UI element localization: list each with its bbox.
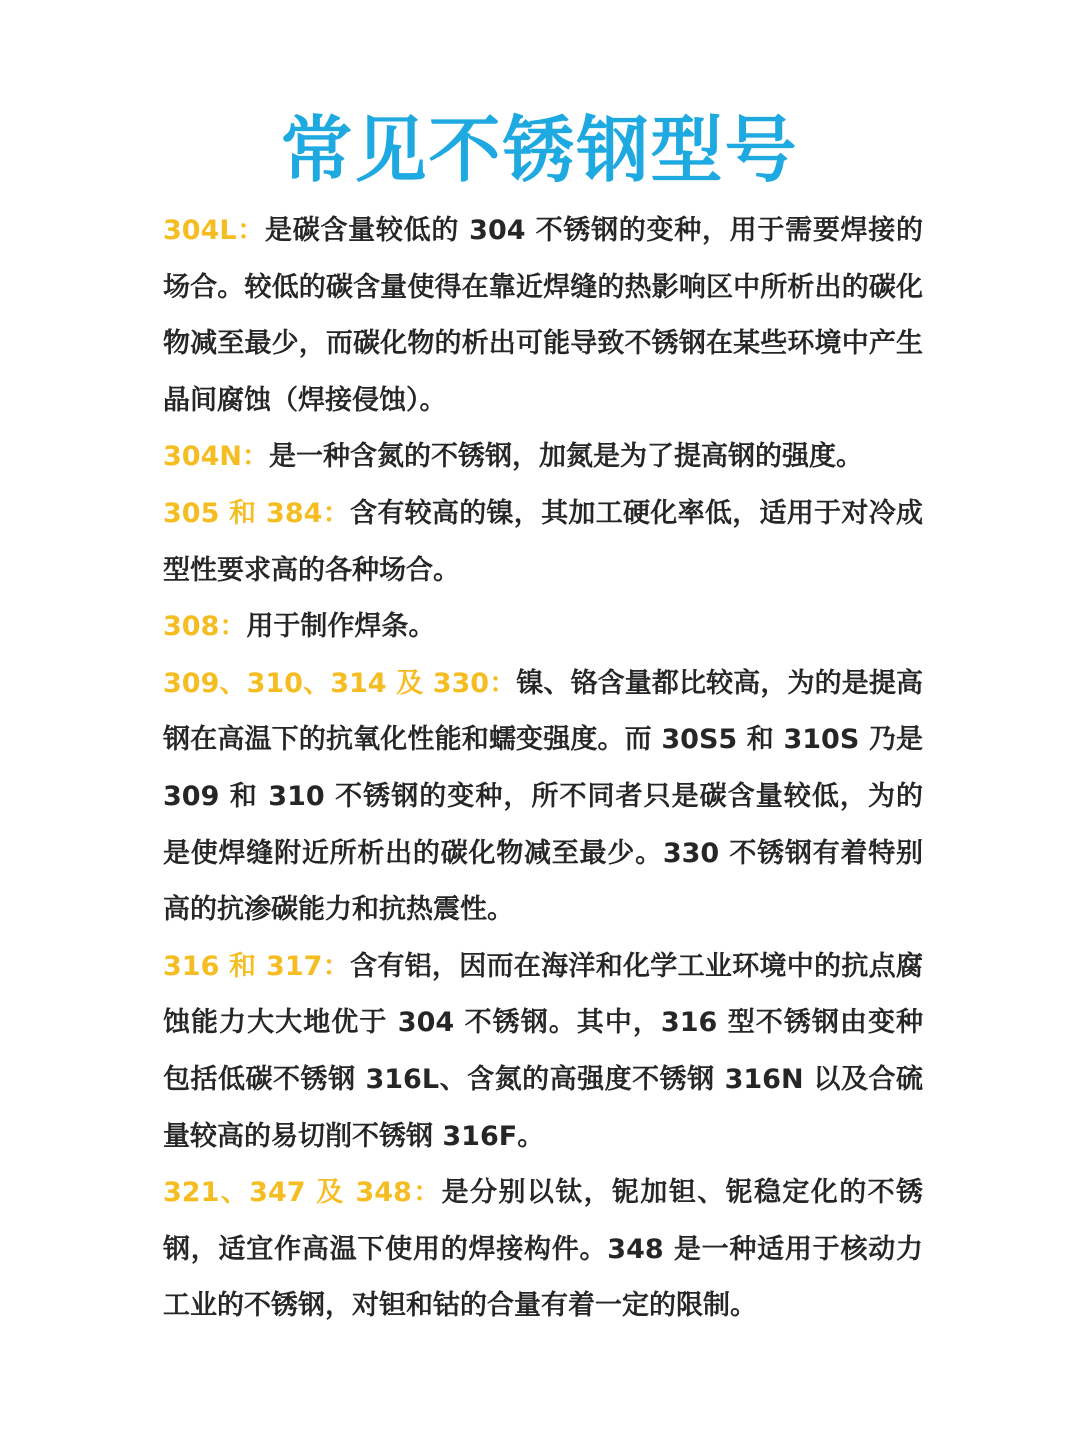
entry-321-347-348: [163, 1165, 923, 1335]
entry-text: 是分别以钛，铌加钽、铌稳定化的不锈钢，适宜作高温下使用的焊接构件。348 是一种适用于核动力工业的不锈钢，对钽和钴的合量有着一定的限制。: [163, 1177, 923, 1322]
steel-grade-list: [163, 203, 923, 1335]
entry-text: 是碳含量较低的 304 不锈钢的变种，用于需要焊接的场合。较低的碳含量使得在靠近焊缝的热影响区中所析出的碳化物减至最少，而碳化物的析出可能导致不锈钢在某些环境中产生晶间腐蚀（焊接侵蚀）。: [163, 215, 923, 416]
entry-label: 309、310、314 及 330：: [163, 667, 517, 699]
entry-text: 是一种含氮的不锈钢，加氮是为了提高钢的强度。: [268, 441, 863, 473]
entry-304l: [163, 203, 923, 429]
entry-text: 用于制作焊条。: [246, 611, 436, 643]
entry-text: 含有较高的镍，其加工硬化率低，适用于对冷成型性要求高的各种场合。: [163, 497, 923, 586]
entry-label: 305 和 384：: [163, 497, 351, 529]
entry-label: 304L：: [163, 215, 266, 246]
entry-text: 镍、铬含量都比较高，为的是提高钢在高温下的抗氧化性能和蠕变强度。而 30S5 和 310S 乃是 309 和 310 不锈钢的变种，所不同者只是碳含量较低，为的是使焊缝附近所析出的碳化物减至最少。330 不锈钢有着特别高的抗渗碳能力和抗热震性。: [163, 667, 924, 926]
entry-label: 321、347 及 348：: [163, 1177, 442, 1209]
page-title: 常见不锈钢型号: [280, 108, 799, 192]
entry-label: 316 和 317：: [163, 950, 351, 982]
entry-label: 308：: [163, 611, 247, 643]
entry-309-310-314-330: [163, 656, 923, 939]
entry-text: 含有铝，因而在海洋和化学工业环境中的抗点腐蚀能力大大地优于 304 不锈钢。其中，316 型不锈钢由变种包括低碳不锈钢 316L、含氮的高强度不锈钢 316N 以及合硫量较高的易切削不锈钢 316F。: [163, 950, 923, 1152]
entry-308: [163, 599, 923, 656]
entry-316-317: [163, 939, 923, 1165]
entry-304n: [163, 429, 923, 486]
entry-305-384: [163, 486, 923, 599]
entry-label: 304N：: [163, 441, 269, 473]
